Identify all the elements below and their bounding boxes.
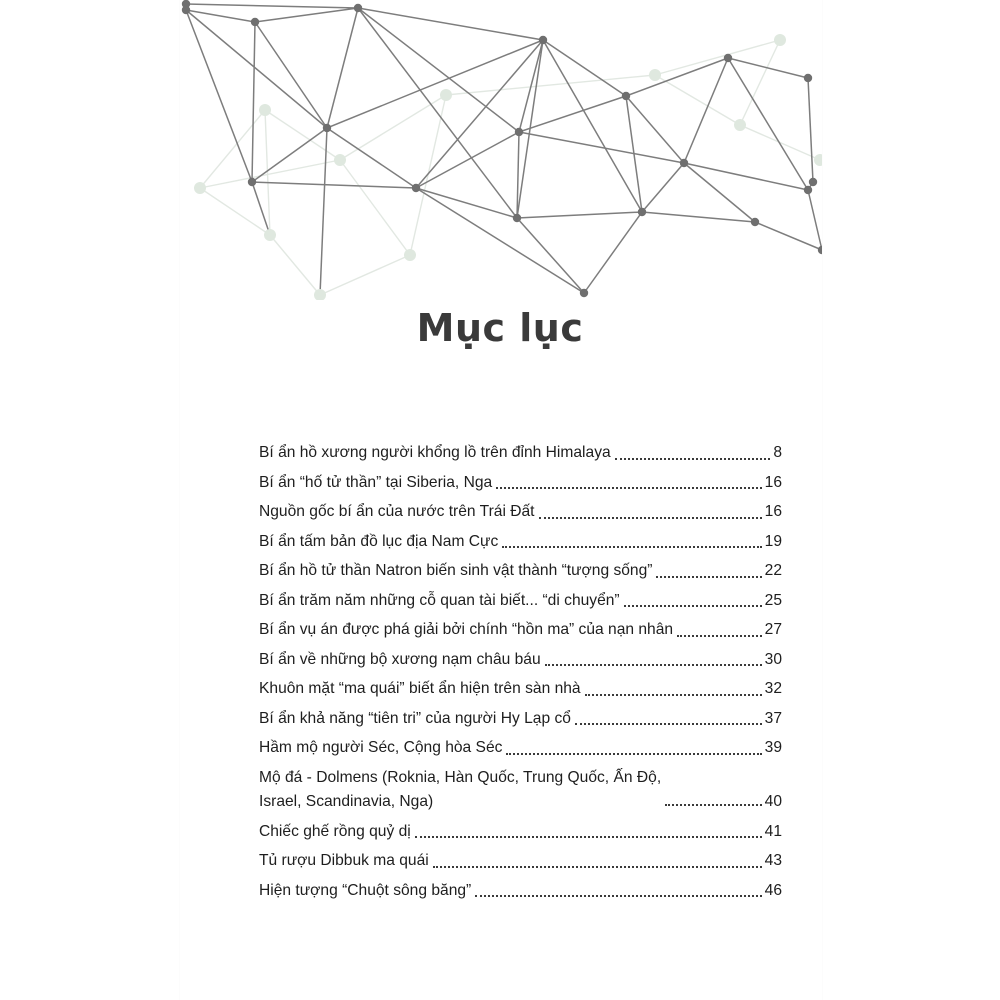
network-edge [655,75,740,125]
network-edge [584,212,642,293]
toc-leader-dots [502,546,761,548]
network-node [809,178,817,186]
toc-entry [259,733,782,763]
network-edge [642,163,684,212]
toc-page-number: 40 [764,792,782,810]
toc-entry [259,763,782,817]
toc-entry-title: Bí ẩn trăm năm những cỗ quan tài biết... “di chuyển” [259,591,620,609]
toc-entry [259,438,782,468]
toc-page-number: 30 [764,650,782,668]
toc-page-number: 41 [764,822,782,840]
toc-entry [259,645,782,675]
page-title: Mục lục [416,306,584,350]
network-edge [252,182,416,188]
toc-page-number: 22 [764,562,782,579]
network-edge [642,212,755,222]
network-edge [186,10,255,22]
toc-entry-title: Hầm mộ người Séc, Cộng hòa Séc [259,739,503,756]
toc-entry-title: Nguồn gốc bí ẩn của nước trên Trái Đất [259,503,535,520]
network-edge [340,160,410,255]
toc-entry-title: Bí ẩn khả năng “tiên tri” của người Hy Lạp cổ [259,709,571,727]
toc-leader-dots [545,664,762,666]
toc-entry-title: Bí ẩn tấm bản đồ lục địa Nam Cực [259,532,499,550]
toc-entry-title: Bí ẩn vụ án được phá giải bởi chính “hồn ma” của nạn nhân [259,621,674,638]
network-edge [519,132,684,163]
network-edge [446,75,655,95]
toc-leader-dots [539,517,762,519]
network-edge [252,182,270,235]
network-edge [320,255,410,295]
network-node [680,159,688,167]
table-of-contents [259,438,782,905]
toc-entry [259,817,782,847]
network-node [264,229,276,241]
toc-entry [259,876,782,906]
toc-entry-title-line-2: Israel, Scandinavia, Nga) [259,792,434,810]
network-edge [186,4,358,8]
toc-entry [259,468,782,498]
network-node [513,214,521,222]
toc-page-number: 27 [764,621,782,638]
network-node [774,34,786,46]
network-node [539,36,547,44]
network-edge [755,222,822,250]
network-node [814,154,822,166]
network-edge [808,78,813,182]
toc-page-number: 19 [764,532,782,550]
network-node [638,208,646,216]
network-edge [320,128,327,295]
network-edge [684,163,808,190]
toc-page-number: 16 [764,503,782,520]
network-node [804,74,812,82]
toc-entry-title: Khuôn mặt “ma quái” biết ẩn hiện trên sàn nhà [259,680,581,697]
network-edge [684,58,728,163]
toc-entry [259,615,782,645]
toc-leader-dots [624,605,762,607]
toc-entry [259,527,782,557]
network-edge [543,40,642,212]
network-edge [655,40,780,75]
network-edge [684,163,755,222]
toc-entry [259,556,782,586]
network-node [734,119,746,131]
network-node [412,184,420,192]
network-node [251,18,259,26]
toc-entry-title: Bí ẩn hồ tử thần Natron biến sinh vật thành “tượng sống” [259,562,653,579]
network-edge [543,40,626,96]
toc-leader-dots [665,804,761,806]
network-node [515,128,523,136]
network-node [354,4,362,12]
toc-page-number: 39 [764,739,782,756]
toc-page-number: 32 [764,680,782,697]
network-node [194,182,206,194]
network-node [622,92,630,100]
toc-leader-dots [475,895,761,897]
network-edge [252,22,255,182]
network-node [580,289,588,297]
network-node [404,249,416,261]
network-edge [808,190,822,250]
network-node [649,69,661,81]
toc-entry-title: Bí ẩn hồ xương người khổng lồ trên đỉnh Himalaya [259,444,611,461]
toc-leader-dots [575,723,762,725]
toc-entry-title-line-1: Mộ đá - Dolmens (Roknia, Hàn Quốc, Trung Quốc, Ấn Độ, [259,768,662,786]
toc-entry [259,497,782,527]
network-edge [740,40,780,125]
network-edge [270,235,320,295]
network-edge [327,8,358,128]
network-edge [186,10,327,128]
network-edge [517,218,584,293]
network-edge [728,58,808,78]
toc-page-number: 16 [764,473,782,491]
toc-page-number: 25 [764,591,782,609]
network-edge [416,188,584,293]
network-edge [519,96,626,132]
toc-leader-dots [506,753,761,755]
network-node [182,6,190,14]
network-node [248,178,256,186]
network-edge [255,8,358,22]
network-node [259,104,271,116]
toc-page-number: 43 [764,852,782,869]
toc-entry [259,586,782,616]
toc-leader-dots [496,487,761,489]
network-node [751,218,759,226]
network-edge [626,96,684,163]
toc-entry-title [259,766,661,814]
toc-entry-title: Hiện tượng “Chuột sông băng” [259,881,472,899]
toc-entry-title: Bí ẩn “hố tử thần” tại Siberia, Nga [259,473,493,491]
network-edge [252,128,327,182]
toc-leader-dots [677,635,762,637]
network-node [334,154,346,166]
network-node [804,186,812,194]
toc-page-number: 8 [773,444,782,461]
toc-entry [259,704,782,734]
network-edge [517,212,642,218]
network-node [724,54,732,62]
network-illustration [180,0,822,300]
toc-entry-title: Bí ẩn về những bộ xương nạm châu báu [259,650,541,668]
toc-entry [259,674,782,704]
network-edge [340,95,446,160]
network-edge [200,188,270,235]
network-edge [265,110,340,160]
toc-page-number: 46 [764,881,782,899]
network-edge [327,40,543,128]
toc-leader-dots [585,694,762,696]
toc-entry-title: Tủ rượu Dibbuk ma quái [259,852,429,869]
network-edge [416,188,517,218]
toc-entry [259,846,782,876]
network-edge [186,10,252,182]
toc-leader-dots [433,866,762,868]
network-edge [358,8,543,40]
toc-leader-dots [615,458,771,460]
toc-entry-title: Chiếc ghế rồng quỷ dị [259,822,411,840]
toc-leader-dots [656,576,761,578]
toc-leader-dots [415,836,762,838]
toc-page-number: 37 [764,709,782,727]
network-node [818,246,822,254]
network-node [323,124,331,132]
network-node [440,89,452,101]
